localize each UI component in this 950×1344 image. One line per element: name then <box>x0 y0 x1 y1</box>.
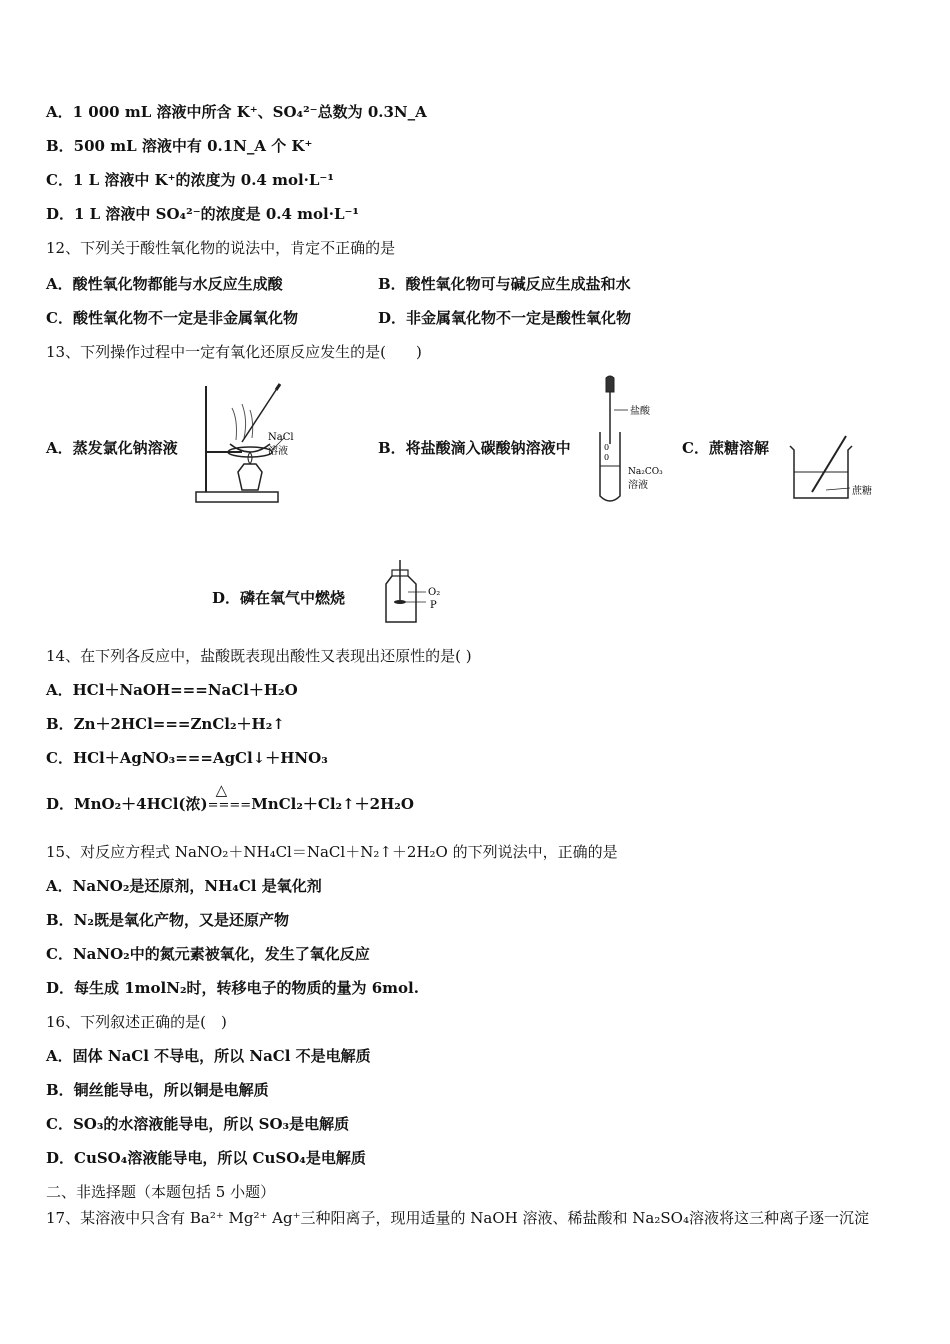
q12-option-b: B．酸性氧化物可与碱反应生成盐和水 <box>378 275 631 293</box>
q15-stem: 15、对反应方程式 NaNO₂＋NH₄Cl＝NaCl＋N₂↑＋2H₂O 的下列说法中，正确的是 <box>46 843 618 861</box>
q12-option-c: C．酸性氧化物不一定是非金属氧化物 <box>46 309 298 327</box>
fig-a-label-solution: 溶液 <box>268 446 288 457</box>
phosphorus-combustion-figure <box>378 558 450 628</box>
q17-stem: 17、某溶液中只含有 Ba²⁺ Mg²⁺ Ag⁺三种阳离子，现用适量的 NaOH 溶液、稀盐酸和 Na₂SO₄溶液将这三种离子逐一沉淀 <box>46 1209 869 1227</box>
heat-equals-sign <box>207 781 252 816</box>
fig-d-label-oxygen: O₂ <box>428 587 441 598</box>
fig-c-label-sucrose: 蔗糖 <box>852 486 872 497</box>
svg-text:0: 0 <box>604 443 610 452</box>
q12-option-d: D．非金属氧化物不一定是酸性氧化物 <box>378 309 632 327</box>
q15-option-a: A．NaNO₂是还原剂，NH₄Cl 是氧化剂 <box>46 877 322 895</box>
q16-option-d: D．CuSO₄溶液能导电，所以 CuSO₄是电解质 <box>46 1149 366 1167</box>
q15-option-d: D．每生成 1molN₂时，转移电子的物质的量为 6mol. <box>46 979 419 997</box>
fig-b-label-na2co3: Na₂CO₃ <box>628 467 663 477</box>
heat-triangle-icon: △ <box>215 781 228 799</box>
q14-option-d-equals: ==== <box>207 798 252 813</box>
q16-option-c: C．SO₃的水溶液能导电，所以 SO₃是电解质 <box>46 1115 350 1133</box>
q11-option-b: B．500 mL 溶液中有 0.1N_A 个 K⁺ <box>46 137 313 155</box>
q15-option-b: B．N₂既是氧化产物，又是还原产物 <box>46 911 289 929</box>
q13-option-c: C．蔗糖溶解 <box>682 439 769 457</box>
fig-b-label-solution: 溶液 <box>628 480 648 491</box>
q14-option-d <box>46 781 414 816</box>
q13-option-d: D．磷在氧气中燃烧 <box>212 589 346 607</box>
q14-option-d-reactants: D．MnO₂＋4HCl(浓) <box>46 795 208 813</box>
q14-option-b: B．Zn＋2HCl===ZnCl₂＋H₂↑ <box>46 715 285 733</box>
q11-option-c: C．1 L 溶液中 K⁺的浓度为 0.4 mol·L⁻¹ <box>46 171 334 189</box>
dropper-test-tube-figure <box>594 374 670 508</box>
q13-option-a: A．蒸发氯化钠溶液 <box>46 439 178 457</box>
q11-option-d: D．1 L 溶液中 SO₄²⁻的浓度是 0.4 mol·L⁻¹ <box>46 205 359 223</box>
fig-d-label-phosphorus: P <box>430 600 437 611</box>
fig-a-label-nacl: NaCl <box>268 432 294 443</box>
section-2-title: 二、非选择题（本题包括 5 小题） <box>46 1183 276 1201</box>
q16-stem: 16、下列叙述正确的是( ) <box>46 1013 227 1031</box>
q16-option-b: B．铜丝能导电，所以铜是电解质 <box>46 1081 269 1099</box>
fig-b-label-hcl: 盐酸 <box>630 406 650 417</box>
q13-option-b: B．将盐酸滴入碳酸钠溶液中 <box>378 439 571 457</box>
q14-stem: 14、在下列各反应中，盐酸既表现出酸性又表现出还原性的是( ) <box>46 647 472 665</box>
q12-stem: 12、下列关于酸性氧化物的说法中，肯定不正确的是 <box>46 239 396 257</box>
evaporation-apparatus-figure <box>192 380 304 510</box>
q12-option-a: A．酸性氧化物都能与水反应生成酸 <box>46 275 283 293</box>
q14-option-a: A．HCl＋NaOH===NaCl＋H₂O <box>46 681 298 699</box>
q13-stem: 13、下列操作过程中一定有氧化还原反应发生的是( ) <box>46 343 422 361</box>
beaker-sucrose-figure <box>786 432 886 504</box>
q11-option-a: A．1 000 mL 溶液中所含 K⁺、SO₄²⁻总数为 0.3N_A <box>46 103 427 121</box>
q15-option-c: C．NaNO₂中的氮元素被氧化，发生了氧化反应 <box>46 945 370 963</box>
svg-text:0: 0 <box>604 453 610 462</box>
q14-option-d-products: MnCl₂＋Cl₂↑＋2H₂O <box>251 795 414 813</box>
q16-option-a: A．固体 NaCl 不导电，所以 NaCl 不是电解质 <box>46 1047 371 1065</box>
q14-option-c: C．HCl＋AgNO₃===AgCl↓＋HNO₃ <box>46 749 328 767</box>
